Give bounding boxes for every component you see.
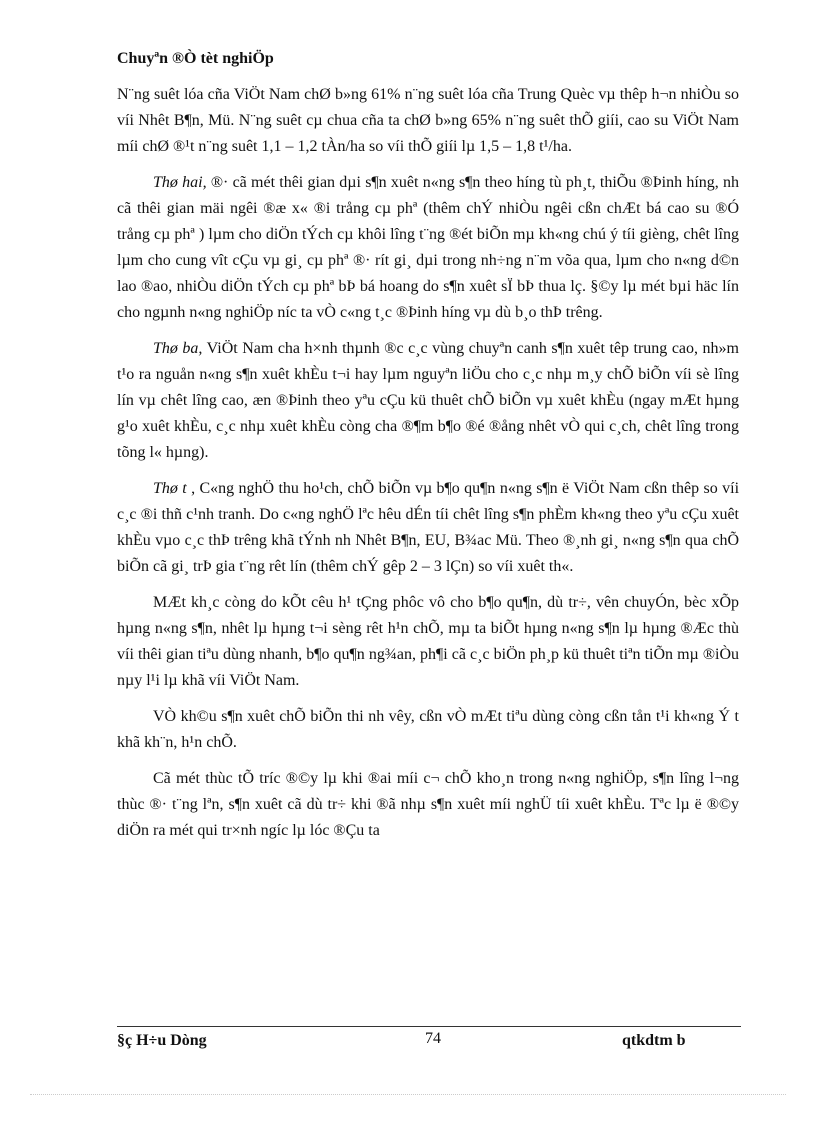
paragraph-4 <box>117 476 739 580</box>
footer-author: §ç H÷u Dòng <box>117 1032 207 1049</box>
page-header-title: Chuyªn ®Ò tèt nghiÖp <box>117 50 274 67</box>
paragraph-2 <box>117 170 739 326</box>
paragraph-4-lead: Thø t <box>153 480 187 497</box>
paragraph-5 <box>117 590 739 694</box>
footer-divider <box>117 1026 741 1027</box>
paragraph-7-text: Cã mét thùc tÕ tríc ®©y lµ khi ®ai míi c¬ chÕ kho¸n trong n«ng nghiÖp, s¶n lîng l¬ng thùc ®· t¨ng lªn, s¶n xuêt cã dù tr÷ khi ®ã nhµ s¶n xuêt míi nghÜ tíi xuêt khÈu. Tªc lµ ë ®©y diÖn ra mét qui tr×nh ngíc lµ lóc ®Çu ta <box>117 770 739 839</box>
paragraph-7 <box>117 766 739 844</box>
paragraph-3-text: ViÖt Nam cha h×nh thµnh ®c c¸c vùng chuyªn canh s¶n xuêt têp trung cao, nh»m t¹o ra nguån n«ng s¶n xuêt khÈu t¬i hay lµm nguyªn liÖu cho c¸c nhµ m¸y chÕ biÕn víi sè lîng lín vµ chêt lîng cao, æn ®Þinh theo yªu cÇu kü thuêt chÕ biÕn vµ xuêt khÈu (ngay mÆt hµng g¹o xuêt khÈu, c¸c nhµ xuêt khÈu còng cha ®¶m b¶o ®é ®ång nhêt vÒ qui c¸ch, chêt lîng trong tõng l« hµng). <box>117 340 739 461</box>
page-number: 74 <box>425 1030 441 1047</box>
paragraph-5-text: MÆt kh¸c còng do kÕt cêu h¹ tÇng phôc vô cho b¶o qu¶n, dù tr÷, vên chuyÓn, bèc xÕp hµng n«ng s¶n, nhêt lµ hµng t¬i sèng rêt h¹n chÕ, mµ ta biÕt hµng n«ng s¶n lµ hµng ®Æc thù víi thêi gian tiªu dùng nhanh, b¶o qu¶n ng¾an, ph¶i cã c¸c biÖn ph¸p kü thuêt tiªn tiÕn mµ ®iÒu nµy l¹i lµ khã víi ViÖt Nam. <box>117 594 739 689</box>
paragraph-1 <box>117 82 739 160</box>
paragraph-3-lead: Thø ba, <box>153 340 203 357</box>
paragraph-1-text: N¨ng suêt lóa cña ViÖt Nam chØ b»ng 61% n¨ng suêt lóa cña Trung Quèc vµ thêp h¬n nhiÒu so víi Nhêt B¶n, Mü. N¨ng suêt cµ chua cña ta chØ b»ng 65% n¨ng suêt thÕ giíi, cao su ViÖt Nam míi chØ ®¹t n¨ng suêt 1,1 – 1,2 tÀn/ha so víi thÕ giíi lµ 1,5 – 1,8 t¹/ha. <box>117 86 739 155</box>
paragraph-6 <box>117 704 739 756</box>
paragraph-3 <box>117 336 739 466</box>
page-bottom-edge <box>30 1094 786 1095</box>
footer-code: qtkdtm b <box>622 1032 686 1049</box>
paragraph-2-lead: Thø hai, <box>153 174 207 191</box>
paragraph-2-text: ®· cã mét thêi gian dµi s¶n xuêt n«ng s¶n theo híng tù ph¸t, thiÕu ®Þinh híng, nh cã thêi gian mäi ngêi ®æ x« ®i trång cµ phª (thêm chÝ nhiÒu ngêi cßn chÆt bá cao su ®Ó trång cµ phª ) lµm cho diÖn tÝch cµ khôi lîng t¨ng ®ét biÕn mµ kh«ng chú ý tíi gièng, chêt lîng lµm cho cung vît cÇu vµ gi¸ cµ phª ®· rít gi¸ dµi trong nh÷ng n¨m võa qua, lµm cho n«ng d©n lao ®ao, nhiÒu diÖn tÝch cµ phª bÞ bá hoang do s¶n xuêt sÏ bÞ thua lç. §©y lµ mét bµi häc lín cho ngµnh n«ng nghiÖp níc ta vÒ c«ng t¸c ®Þinh híng vµ dù b¸o thÞ trêng. <box>117 174 740 321</box>
paragraph-4-text: , C«ng nghÖ thu ho¹ch, chÕ biÕn vµ b¶o qu¶n n«ng s¶n ë ViÖt Nam cßn thêp so víi c¸c ®i thñ c¹nh tranh. Do c«ng nghÖ lªc hêu dÉn tíi chêt lîng s¶n phÈm kh«ng theo yªu cÇu xuêt khÈu vµo c¸c thÞ trêng khã tÝnh nh Nhêt B¶n, EU, B¾ac Mü. Theo ®¸nh gi¸ n«ng s¶n qua chÕ biÕn cã gi¸ trÞ gia t¨ng rêt lín (thêm chÝ gêp 2 – 3 lÇn) so víi xuêt th«. <box>117 480 740 575</box>
body-text <box>117 82 739 854</box>
paragraph-6-text: VÒ kh©u s¶n xuêt chÕ biÕn thi nh vêy, cßn vÒ mÆt tiªu dùng còng cßn tån t¹i kh«ng Ý t khã kh¨n, h¹n chÕ. <box>117 708 739 751</box>
